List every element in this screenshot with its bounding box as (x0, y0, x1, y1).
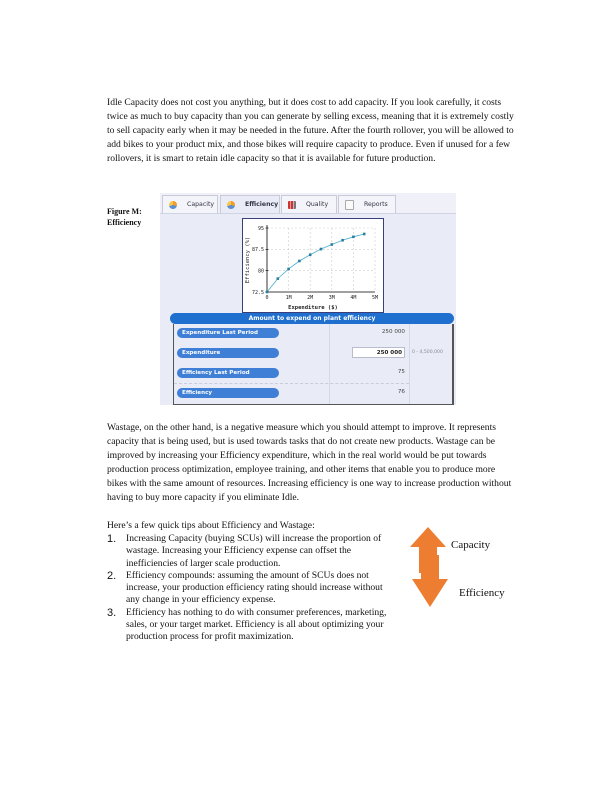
efficiency-table (173, 324, 454, 405)
data-point (277, 277, 280, 280)
efficiency-screenshot (160, 193, 456, 405)
tab-bar (160, 193, 456, 214)
x-tick-label: 0 (265, 295, 269, 301)
efficiency-chart-svg (243, 219, 383, 312)
down-arrow-icon (412, 555, 448, 607)
row-value: 75 (397, 369, 405, 375)
row-label: Expenditure Last Period (177, 328, 279, 338)
data-point (298, 260, 301, 263)
tip-item: 3. Efficiency has nothing to do with consumer preferences, marketing, sales, or your target market. Efficiency is all about optimizing your production process for profit maximization. (107, 606, 387, 643)
table-row-expenditure (174, 344, 452, 363)
y-tick-label: 95 (257, 225, 264, 232)
idle-capacity-paragraph: Idle Capacity does not cost you anything, but it does cost to add capacity. If you look carefully, it costs twice as much to buy capacity than you can generate by selling excess, meaning that it is extremely costly to sell capacity early when it may be needed in the future. After the fourth rollover, you will be allowed to add bikes to your product mix, and those bikes will require capacity to produce. Even if unused for a few rollovers, it is smart to retain idle capacity so that it is available for future production. (107, 97, 514, 165)
table-row-efficiency (174, 384, 452, 403)
tips-list (107, 533, 397, 644)
data-point (287, 268, 290, 271)
data-point (352, 236, 355, 239)
row-label: Efficiency Last Period (177, 368, 279, 378)
tips-heading: Here’s a few quick tips about Efficiency and Wastage: (107, 520, 315, 531)
bar-chart-icon (288, 201, 296, 209)
capacity-label: Capacity (451, 539, 491, 551)
series-line (267, 234, 364, 292)
figure-caption: Figure M: Efficiency (107, 207, 142, 227)
tab-efficiency[interactable] (220, 195, 280, 213)
tab-label: Efficiency (245, 201, 279, 208)
y-axis-label: Efficiency (%) (245, 236, 251, 284)
tab-label: Capacity (187, 201, 215, 208)
expenditure-input[interactable]: 250 000 (352, 347, 405, 358)
data-point (331, 243, 334, 246)
tip-item: 2. Efficiency compounds: assuming the amount of SCUs does not increase, your production efficiency rating should increase without any change in your efficiency expense. (107, 569, 383, 606)
data-point (363, 233, 366, 236)
row-label: Expenditure (177, 348, 279, 358)
tab-capacity[interactable] (162, 195, 218, 213)
table-row-expenditure-last (174, 324, 452, 343)
y-tick-label: 87.5 (251, 247, 264, 254)
amount-header: Amount to expend on plant efficiency (170, 313, 454, 324)
tab-label: Reports (364, 201, 388, 208)
tip-item: 1. Increasing Capacity (buying SCUs) will increase the proportion of wastage. Increasing your Efficiency expense can offset the inefficiencies of larger scale production. (107, 533, 382, 569)
pie-chart-icon (169, 201, 177, 209)
row-value: 76 (397, 389, 405, 395)
x-tick-label: 3M (328, 295, 335, 301)
tab-label: Quality (306, 201, 329, 208)
wastage-paragraph: Wastage, on the other hand, is a negative measure which you should attempt to improve. It represents capacity that is being used, but is used towards tasks that do not create new products. Wastage can be improved by increasing your Efficiency expenditure, which in the real world would be put towards production process optimization, employee training, and other items that enable you to produce more bikes with the same amount of resources. Increasing efficiency is one way to increase production without having to buy more capacity if you eliminate Idle. (107, 422, 512, 504)
x-tick-label: 4M (350, 295, 357, 301)
data-point (341, 239, 344, 242)
x-tick-label: 5M (371, 295, 379, 301)
pie-chart-icon (227, 201, 235, 209)
row-label: Efficiency (177, 388, 279, 398)
document-icon (345, 200, 354, 210)
capacity-efficiency-arrows (408, 525, 458, 609)
tab-reports[interactable] (338, 195, 396, 213)
row-value: 250 000 (381, 329, 405, 335)
y-tick-label: 80 (257, 268, 264, 275)
table-row-efficiency-last (174, 364, 452, 383)
efficiency-chart (242, 218, 384, 313)
tab-quality[interactable] (281, 195, 337, 213)
expenditure-range-hint: 0 - 4,500,000 (412, 350, 443, 355)
x-tick-label: 2M (307, 295, 314, 301)
x-tick-label: 1M (285, 295, 292, 301)
y-tick-label: 72.5 (251, 289, 264, 296)
data-point (266, 291, 269, 294)
efficiency-label: Efficiency (459, 587, 505, 599)
data-point (309, 253, 312, 256)
data-point (320, 248, 323, 251)
x-axis-label: Expenditure ($) (288, 305, 338, 311)
